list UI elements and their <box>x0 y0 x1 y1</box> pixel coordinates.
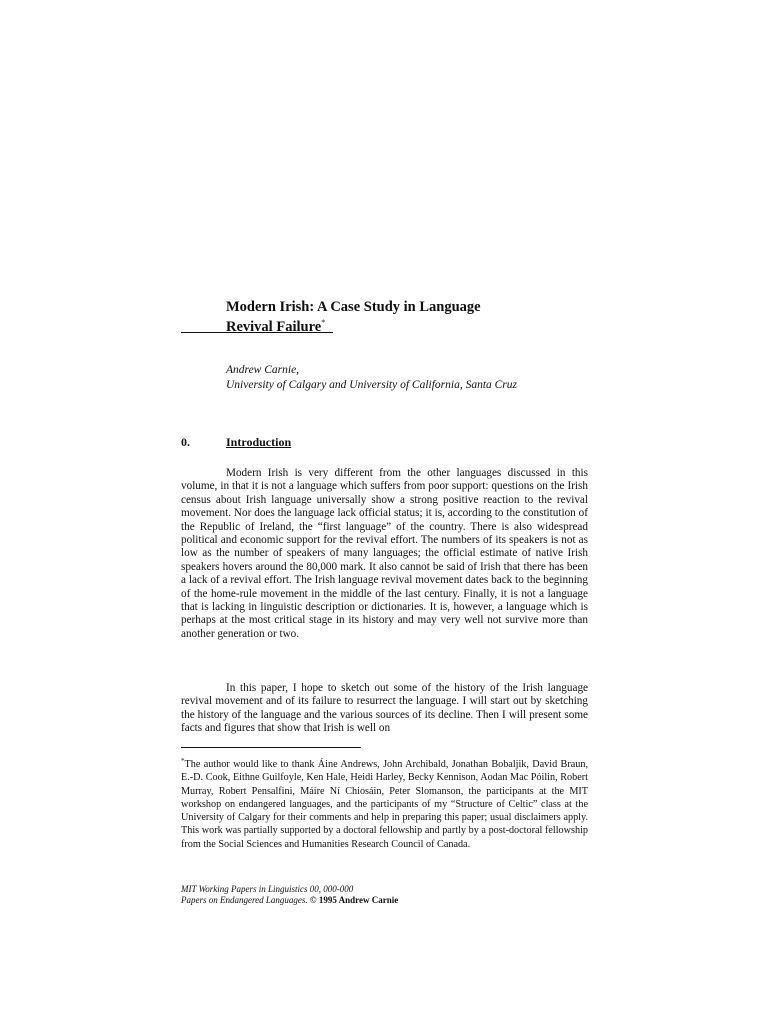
footnote <box>181 755 588 851</box>
section-number: 0. <box>181 435 190 449</box>
title-footnote-mark: * <box>321 318 326 327</box>
journal-info <box>181 884 601 906</box>
body-paragraph-1: Modern Irish is very different from the other languages discussed in this volume, in that it is not a language which suffers from poor support: questions on the Irish census about Irish language universally show a strong positive reaction to the revival movement. Nor does the language lack official status; it is, according to the constitution of the Republic of Ireland, the “first language” of the country. There is also widespread political and economic support for the revival effort. The numbers of its speakers is not as low as the number of speakers of many languages; the official estimate of native Irish speakers hovers around the 80,000 mark. It also cannot be said of Irish that there has been a lack of a revival effort. The Irish language revival movement dates back to the beginning of the home-rule movement in the middle of the last century. Finally, it is not a language that is lacking in linguistic description or dictionaries. It is, however, a language which is perhaps at the most critical stage in its history and may very well not survive more than another generation or two. <box>181 467 588 640</box>
section-heading <box>181 435 601 450</box>
footnote-rule <box>181 747 361 748</box>
title-line-2-text: Revival Failure <box>226 319 322 335</box>
body-paragraph-2: In this paper, I hope to sketch out some of the history of the Irish language revival movement and of its failure to resurrect the language. I will start out by sketching the history of the language and the various sources of its decline. Then I will present some facts and figures that show that Irish is well on <box>181 682 588 735</box>
journal-line-2-prefix: Papers on Endangered Languages. <box>181 895 310 905</box>
journal-line-2 <box>181 895 601 906</box>
section-label: Introduction <box>226 435 292 449</box>
paper-title <box>226 299 606 335</box>
author-affiliation: University of Calgary and University of California, Santa Cruz <box>226 379 518 391</box>
journal-line-1: MIT Working Papers in Linguistics 00, 000-000 <box>181 884 354 894</box>
journal-copyright: © 1995 Andrew Carnie <box>309 895 399 905</box>
footnote-mark: * <box>181 757 185 765</box>
footnote-text: The author would like to thank Áine Andrews, John Archibald, Jonathan Bobaljik, David Braun, E.-D. Cook, Eithne Guilfoyle, Ken Hale, Heidi Harley, Becky Kennison, Aodan Mac Póilin, Robert Murray, Robert Pensalfini, Máire Ní Chiosáin, Peter Slomanson, the participants at the MIT workshop on endangered languages, and the participants of my “Structure of Celtic” class at the University of Calgary for their comments and help in preparing this paper; usual disclaimers apply. This work was partially supported by a doctoral fellowship and partly by a post-doctoral fellowship from the Social Sciences and Humanities Research Council of Canada. <box>181 759 588 850</box>
title-rule <box>181 332 333 333</box>
author-block <box>226 363 606 393</box>
title-line-1: Modern Irish: A Case Study in Language <box>226 299 481 315</box>
author-name: Andrew Carnie, <box>226 364 300 376</box>
